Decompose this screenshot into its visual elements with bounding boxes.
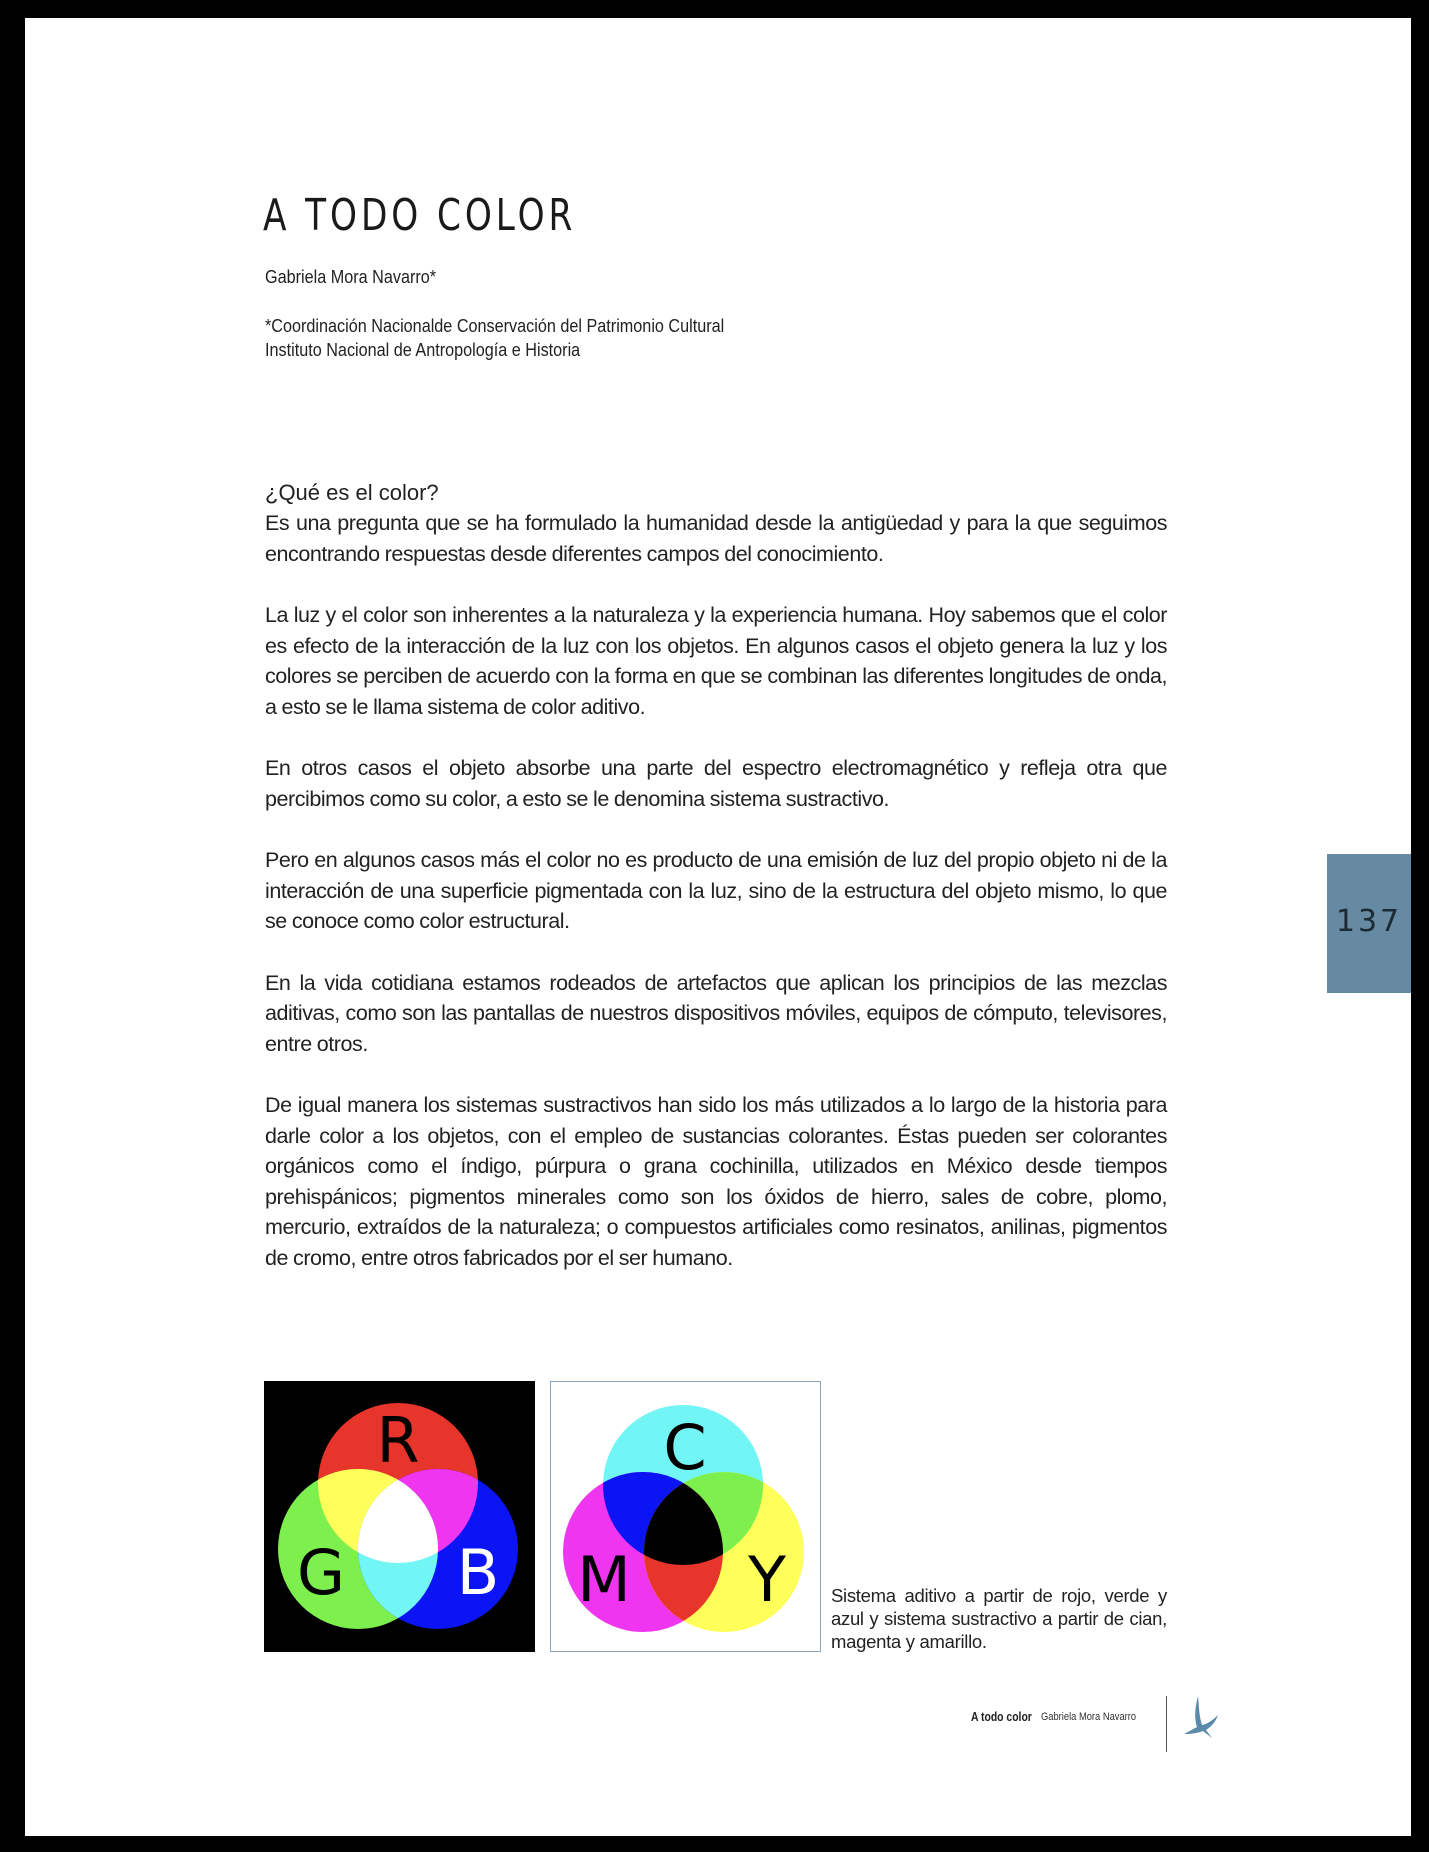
rgb-additive-figure (264, 1381, 535, 1652)
label-g: G (296, 1536, 346, 1609)
label-y: Y (748, 1543, 786, 1616)
author-affiliation (265, 314, 724, 362)
page-number-tab (1327, 854, 1411, 993)
affiliation-line-1: *Coordinación Nacionalde Conservación del Patrimonio Cultural (265, 316, 725, 336)
cmy-subtractive-figure (550, 1381, 821, 1652)
paragraph-6: De igual manera los sistemas sustractivos han sido los más utilizados a lo largo de la historia para darle color a los objetos, con el empleo de sustancias colorantes. Éstas pueden ser colorantes orgánicos como el índigo, púrpura o grana cochinilla, utilizados en México desde tiempos prehispánicos; pigmentos minerales como son los óxidos de hierro, sales de cobre, plomo, mercurio, extraídos de la naturaleza; o compuestos artificiales como resinatos, anilinas, pigmentos de cromo, entre otros fabricados por el ser humano. (265, 1093, 1167, 1270)
cmy-venn-diagram (551, 1382, 820, 1651)
bird-logo-icon (1178, 1694, 1222, 1748)
label-r: R (376, 1404, 420, 1477)
section-question: ¿Qué es el color? (265, 480, 439, 505)
paragraph-4: Pero en algunos casos más el color no es producto de una emisión de luz del propio objeto ni de la interacción de una superficie pigmentada con la luz, sino de la estructura del objeto mismo, lo que se conoce como color estructural. (265, 848, 1167, 933)
page-number: 137 (1335, 904, 1403, 939)
figure-caption: Sistema aditivo a partir de rojo, verde y azul y sistema sustractivo a partir de cian, magenta y amarillo. (831, 1585, 1167, 1652)
article-title: A TODO COLOR (263, 190, 577, 241)
article-body (265, 478, 1167, 1304)
label-m: M (577, 1543, 631, 1616)
paragraph-1: Es una pregunta que se ha formulado la humanidad desde la antigüedad y para la que seguimos encontrando respuestas desde diferentes campos del conocimiento. (265, 511, 1167, 566)
paragraph-2: La luz y el color son inherentes a la naturaleza y la experiencia humana. Hoy sabemos que el color es efecto de la interacción de la luz con los objetos. En algunos casos el objeto genera la luz y los colores se perciben de acuerdo con la forma en que se combinan las diferentes longitudes de onda, a esto se le llama sistema de color aditivo. (265, 603, 1167, 719)
affiliation-line-2: Instituto Nacional de Antropología e Historia (265, 340, 581, 360)
footer-article-title: A todo color (971, 1709, 1032, 1724)
document-page (25, 18, 1411, 1836)
rgb-venn-diagram (264, 1381, 535, 1652)
footer-author: Gabriela Mora Navarro (1041, 1711, 1137, 1723)
article-author: Gabriela Mora Navarro* (265, 267, 437, 287)
footer-divider (1166, 1696, 1167, 1752)
paragraph-5: En la vida cotidiana estamos rodeados de artefactos que aplican los principios de las mezclas aditivas, como son las pantallas de nuestros dispositivos móviles, equipos de cómputo, televisores, entre otros. (265, 970, 1167, 1056)
paragraph-3: En otros casos el objeto absorbe una parte del espectro electromagnético y refleja otra que percibimos como su color, a esto se le denomina sistema sustractivo. (265, 756, 1167, 811)
label-c: C (663, 1411, 707, 1484)
label-b: B (456, 1536, 500, 1609)
